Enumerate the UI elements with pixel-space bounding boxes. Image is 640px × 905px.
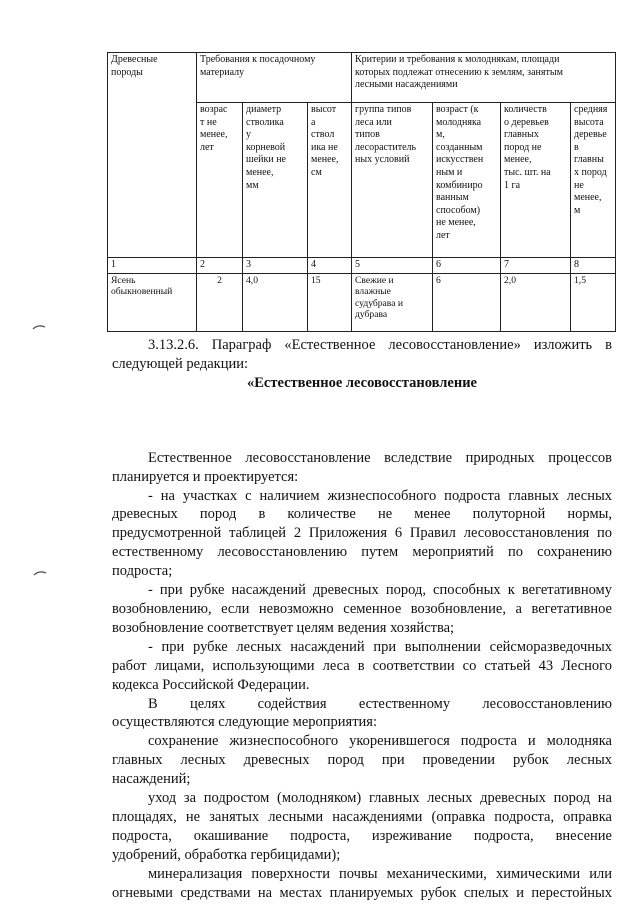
column-number: 5 [352,258,433,274]
margin-pencil-mark [32,324,46,330]
list-item-line: возобновлению, если невозможно семенное возобновление, а вегетативное [112,600,612,617]
list-item-line: - на участках с наличием жизнеспособного подроста главных лесных [148,487,612,504]
cell-height: 15 [308,273,352,331]
cell-tree-count: 2,0 [501,273,571,331]
measure-line: насаждений; [112,771,191,788]
subheader-age: возрас т не менее, лет [197,103,243,258]
column-number: 1 [108,258,197,274]
measure-line: площадях, не занятых лесными насаждениями (оправка подроста, оправка [112,808,612,825]
subheader-forest-type: группа типов леса или типов лесораститель ных условий [352,103,433,258]
table-number-row [108,258,616,274]
measure-line: минерализация поверхности почвы механическими, химическими или [148,865,612,882]
amendment-paragraph-line: 3.13.2.6. Параграф «Естественное лесовосстановление» изложить в [148,337,612,353]
document-body [112,336,612,902]
intro-line: планируется и проектируется: [112,468,299,485]
column-number: 3 [243,258,308,274]
list-item-line: работ лицами, использующими леса в соответствии со статьей 43 Лесного [112,657,612,674]
list-item-line: древесных пород в количестве не менее полуторной нормы, [112,506,612,523]
amendment-paragraph-line: следующей редакции: [112,355,249,372]
column-number: 2 [197,258,243,274]
requirements-table [107,52,616,332]
table-row [108,273,616,331]
intro-line: Естественное лесовосстановление вследствие природных процессов [148,449,612,466]
subheader-young-age: возраст (к молодняка м, созданным искусствен ным и комбиниро ванным способом) не менее, лет [433,103,501,258]
measure-line: главных лесных древесных пород при проведении рубок лесных [112,752,612,769]
cell-avg-height: 1,5 [571,273,616,331]
list-item-line: предусмотренной таблицей 2 Приложения 6 Правил лесовосстановления по [112,525,612,542]
table-header-row [108,53,616,103]
list-item-line: возобновление соответствует целям ведения хозяйства; [112,619,455,636]
subheader-diameter: диаметр стволика у корневой шейки не менее, мм [243,103,308,258]
measure-line: удобрений, обработка гербицидами); [112,846,341,863]
blank-space [112,393,612,449]
margin-pencil-mark [33,570,47,576]
list-item-line: естественному лесовосстановлению путем мероприятий по сохранению [112,544,612,561]
subheader-height: высот а ствол ика не менее, см [308,103,352,258]
cell-forest-type: Свежие и влажные судубрава и дубрава [352,273,433,331]
column-number: 6 [433,258,501,274]
section-title: «Естественное лесовосстановление [246,374,477,391]
cell-young-age: 6 [433,273,501,331]
column-number: 8 [571,258,616,274]
measure-line: подроста, окашивание подроста, изреживание подроста, внесение [112,827,612,844]
subheader-tree-count: количеств о деревьев главных пород не менее, тыс. шт. на 1 га [501,103,571,258]
column-number: 4 [308,258,352,274]
column-number: 7 [501,258,571,274]
header-species: Древесные породы [108,53,197,258]
header-young-growth-criteria: Критерии и требования к молоднякам, площади которых подлежат отнесению к землям, занятым лесными насаждениями [352,53,616,103]
header-planting-requirements: Требования к посадочному материалу [197,53,352,103]
measures-intro-line: В целях содействия естественному лесовосстановлению [148,695,612,712]
list-item-line: кодекса Российской Федерации. [112,676,310,693]
cell-diameter: 4,0 [243,273,308,331]
measures-intro-line: осуществляются следующие мероприятия: [112,714,377,731]
list-item-line: подроста; [112,563,173,580]
list-item-line: - при рубке насаждений древесных пород, способных к вегетативному [148,582,612,599]
measure-line: уход за подростом (молодняком) главных лесных древесных пород на [148,790,612,807]
cell-species: Ясень обыкновенный [108,273,197,331]
measure-line: сохранение жизнеспособного укоренившегося подроста и молодняка [148,733,612,750]
list-item-line: - при рубке лесных насаждений при выполнении сейсморазведочных [148,638,612,655]
measure-line: огневыми средствами на местах планируемых рубок спелых и перестойных [112,884,612,901]
subheader-avg-height: средняя высота деревье в главны х пород не менее, м [571,103,616,258]
cell-age: 2 [197,273,243,331]
